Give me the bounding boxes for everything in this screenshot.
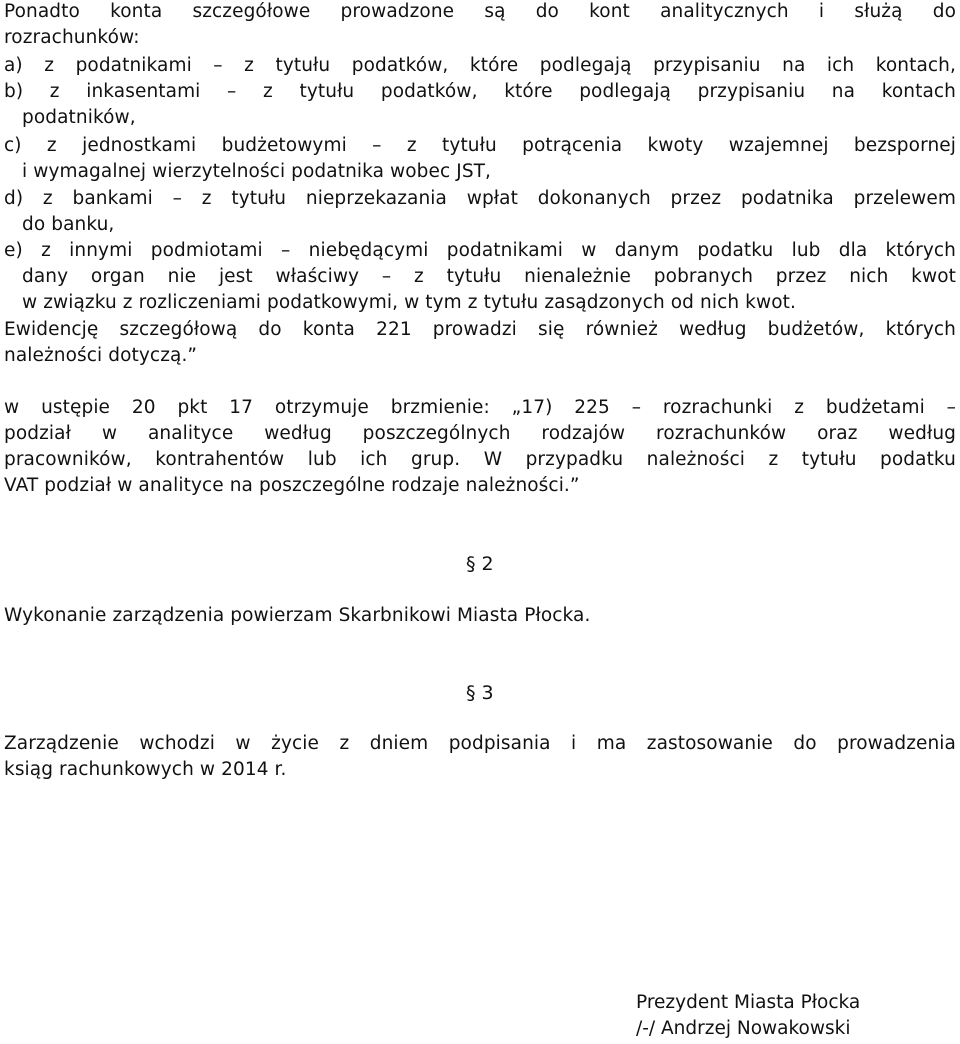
paragraph-line: Ewidencję szczegółową do konta 221 prowadzi się również według budżetów, których xyxy=(4,319,956,340)
section-text: ksiąg rachunkowych w 2014 r. xyxy=(4,759,287,780)
list-item-c-cont: i wymagalnej wierzytelności podatnika wobec JST, xyxy=(22,161,492,182)
list-item-e-cont: dany organ nie jest właściwy – z tytułu nienależnie pobranych przez nich kwot xyxy=(22,266,956,287)
list-item-c: c) z jednostkami budżetowymi – z tytułu potrącenia kwoty wzajemnej bezspornej xyxy=(4,135,956,156)
section-text: Zarządzenie wchodzi w życie z dniem podpisania i ma zastosowanie do prowadzenia xyxy=(4,733,956,754)
signature-name: /-/ Andrzej Nowakowski xyxy=(636,1018,851,1039)
list-item-d-cont: do banku, xyxy=(22,214,115,235)
list-item-b-cont: podatników, xyxy=(22,107,136,128)
paragraph-line: w ustępie 20 pkt 17 otrzymuje brzmienie: „17) 225 – rozrachunki z budżetami – xyxy=(4,397,956,418)
signature-title: Prezydent Miasta Płocka xyxy=(636,992,861,1013)
paragraph-line: pracowników, kontrahentów lub ich grup. W przypadku należności z tytułu podatku xyxy=(4,449,956,470)
list-item-a: a) z podatnikami – z tytułu podatków, które podlegają przypisaniu na ich kontach, xyxy=(4,55,956,76)
paragraph-line: Ponadto konta szczegółowe prowadzone są do kont analitycznych i służą do xyxy=(4,1,956,22)
list-item-e-cont: w związku z rozliczeniami podatkowymi, w tym z tytułu zasądzonych od nich kwot. xyxy=(22,292,796,313)
list-item-b: b) z inkasentami – z tytułu podatków, które podlegają przypisaniu na kontach xyxy=(4,81,956,102)
section-text: Wykonanie zarządzenia powierzam Skarbnikowi Miasta Płocka. xyxy=(4,605,591,626)
section-heading: § 3 xyxy=(466,682,494,704)
section-heading: § 2 xyxy=(466,553,494,575)
paragraph-line: należności dotyczą.” xyxy=(4,345,198,366)
paragraph-line: rozrachunków: xyxy=(4,27,140,48)
paragraph-line: podział w analityce według poszczególnych rodzajów rozrachunków oraz według xyxy=(4,423,956,444)
list-item-d: d) z bankami – z tytułu nieprzekazania wpłat dokonanych przez podatnika przelewem xyxy=(4,188,956,209)
paragraph-line: VAT podział w analityce na poszczególne rodzaje należności.” xyxy=(4,475,580,496)
list-item-e: e) z innymi podmiotami – niebędącymi podatnikami w danym podatku lub dla których xyxy=(4,240,956,261)
